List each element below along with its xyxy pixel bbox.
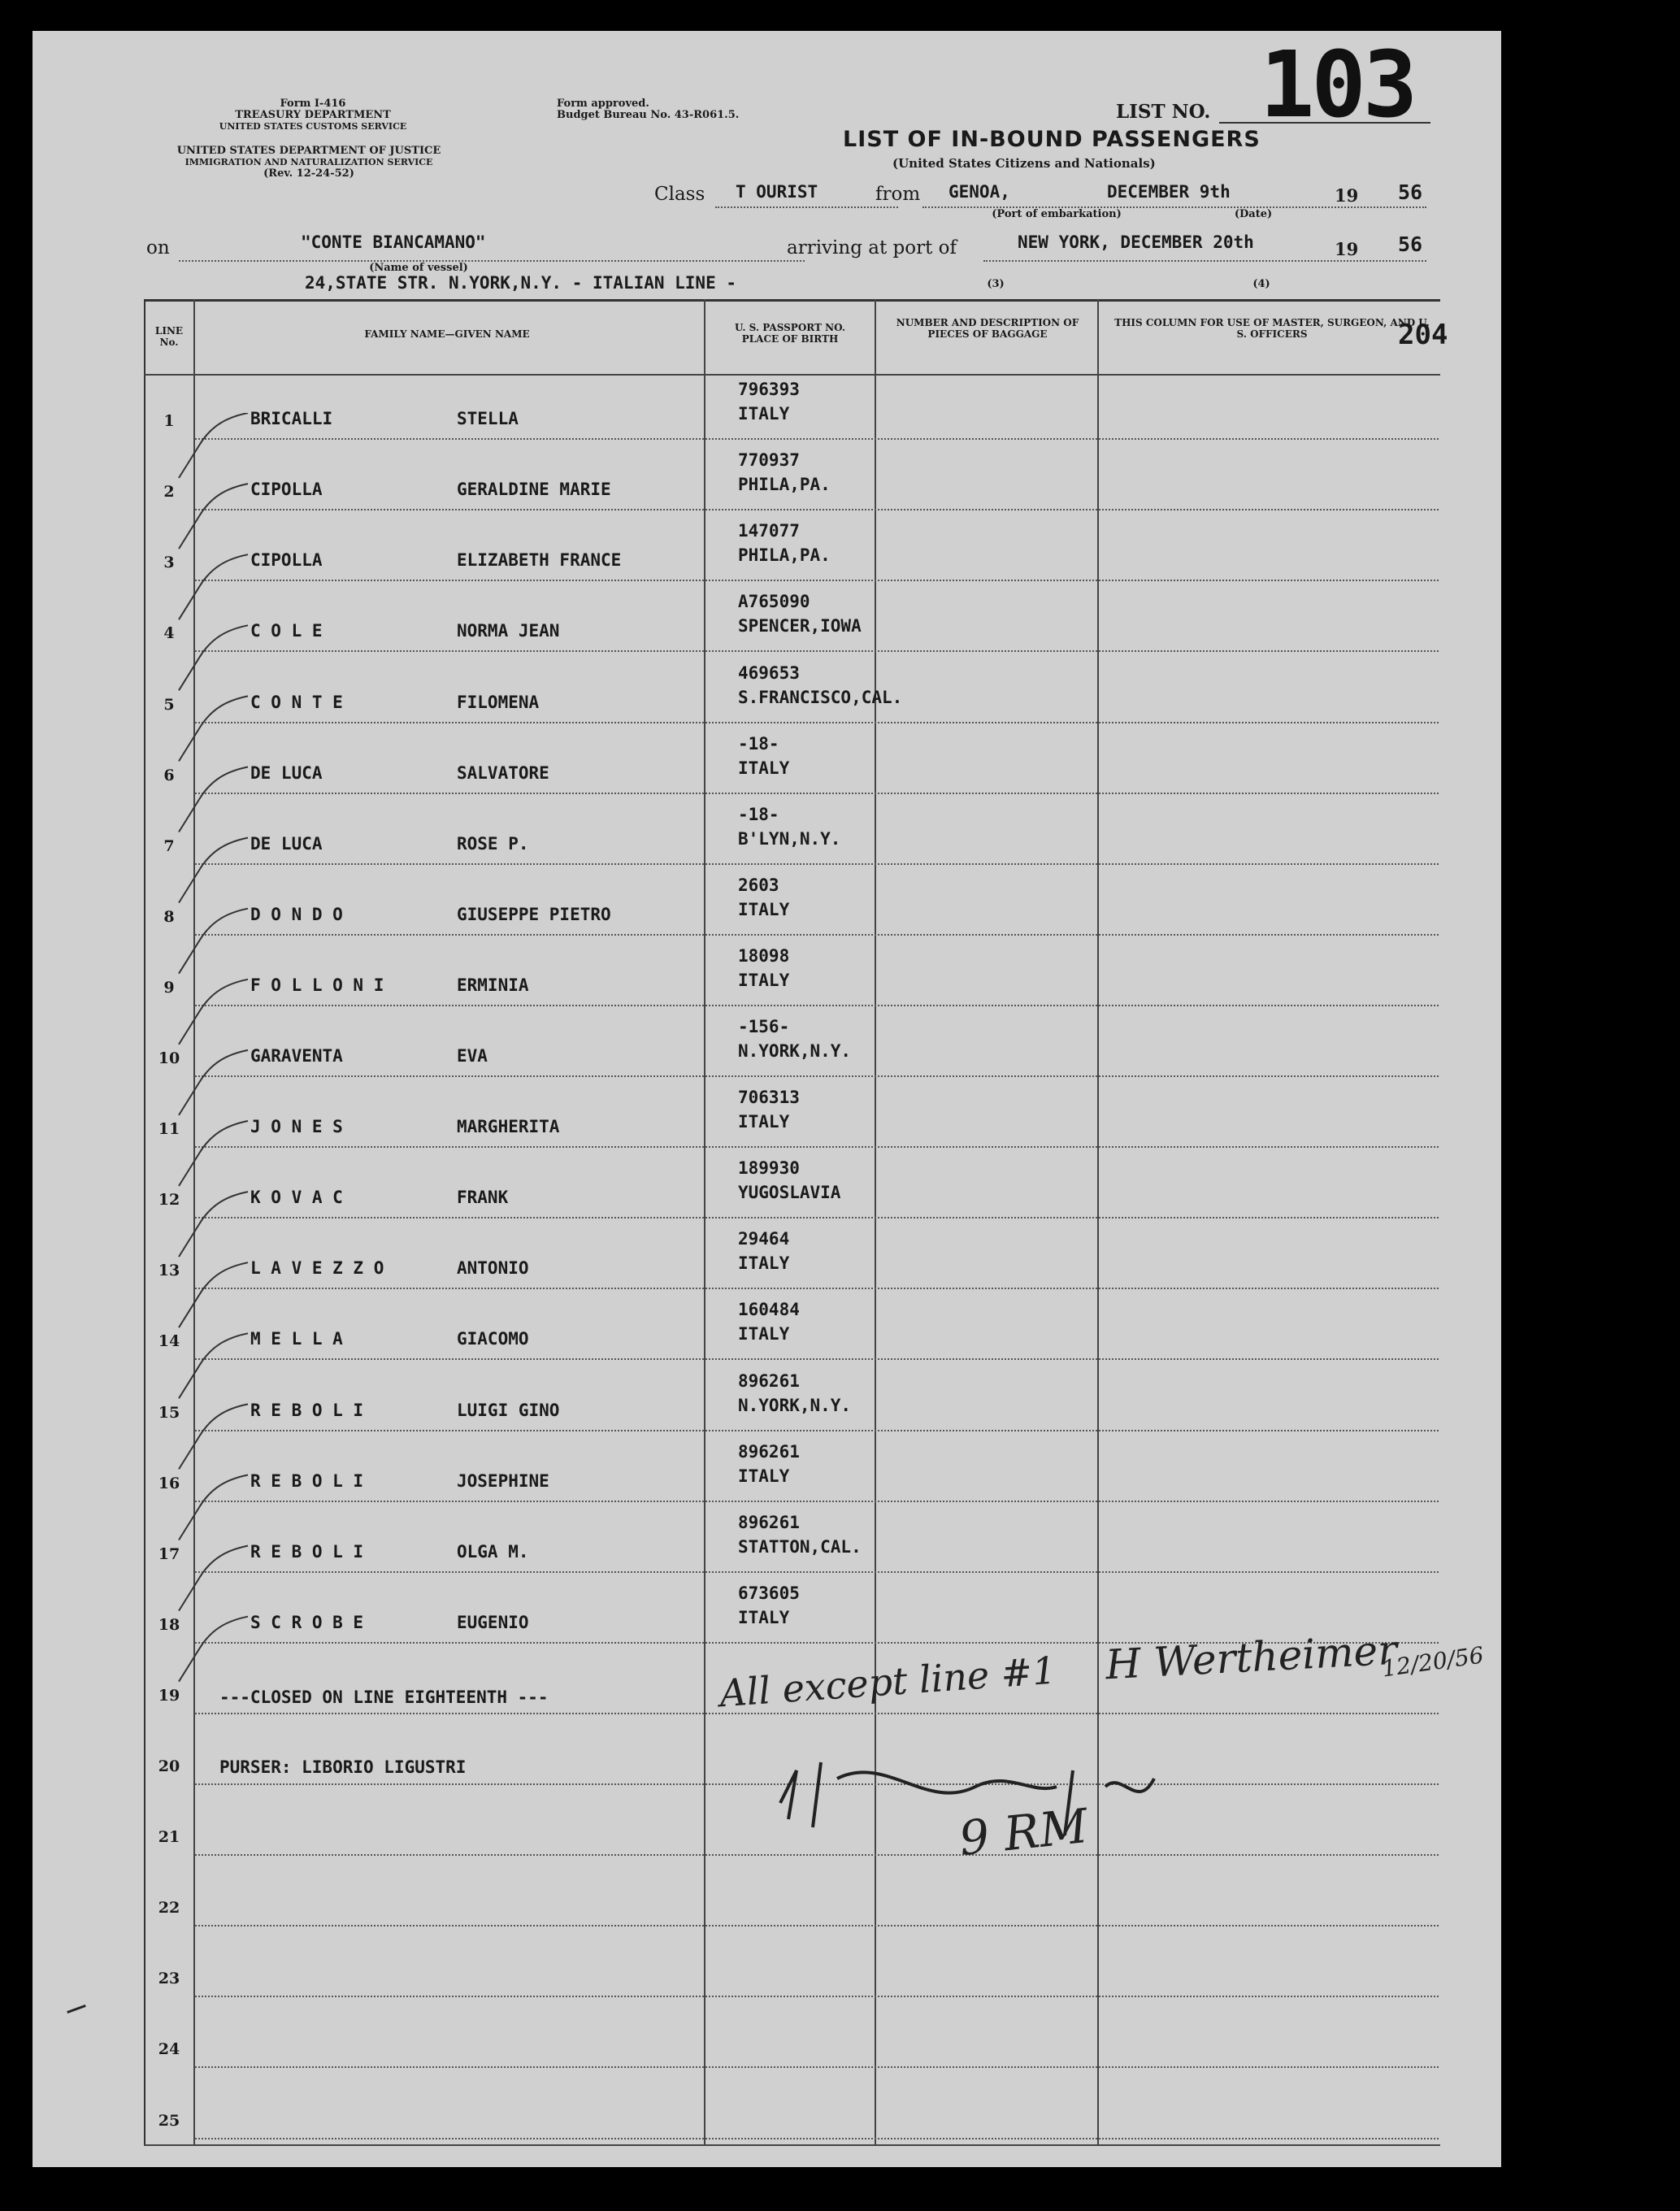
family-name: M E L L A (250, 1329, 343, 1349)
colhead-officers: THIS COLUMN FOR USE OF MASTER, SURGEON, AND U. S. OFFICERS (1114, 317, 1430, 340)
birthplace: S.FRANCISCO,CAL. (738, 688, 903, 707)
date-caption: (Date) (1234, 208, 1273, 220)
birthplace: N.YORK,N.Y. (738, 1041, 852, 1061)
check-mark (179, 413, 248, 478)
given-name: FRANK (457, 1188, 509, 1207)
row-rule (195, 1996, 1439, 1997)
row-rule (195, 509, 1439, 510)
check-mark (179, 554, 248, 619)
family-name: DE LUCA (250, 834, 323, 854)
line-number: 18 (158, 1616, 180, 1634)
family-name: BRICALLI (250, 409, 333, 428)
form-number: Form I-416 (280, 98, 346, 110)
birthplace: N.YORK,N.Y. (738, 1396, 852, 1415)
given-name: GIUSEPPE PIETRO (457, 905, 611, 924)
row-rule (195, 722, 1439, 723)
birthplace: STATTON,CAL. (738, 1537, 862, 1557)
immigration-label: IMMIGRATION AND NATURALIZATION SERVICE (184, 157, 433, 167)
birthplace: ITALY (738, 758, 790, 778)
check-mark (179, 1192, 248, 1257)
family-name: R E B O L I (250, 1542, 364, 1562)
line-number: 7 (163, 837, 175, 855)
officer-signature: H Wertheimer (1104, 1626, 1399, 1689)
passport-number: 29464 (738, 1229, 790, 1249)
line-number: 8 (163, 908, 175, 926)
birthplace: ITALY (738, 404, 790, 424)
officer-initials: 9 RM (956, 1797, 1091, 1867)
vessel-caption: (Name of vessel) (369, 262, 468, 274)
margin-tick (67, 2005, 86, 2013)
passport-number: 189930 (738, 1158, 800, 1178)
birthplace: PHILA,PA. (738, 475, 831, 494)
family-name: R E B O L I (250, 1471, 364, 1491)
manifest-page (33, 31, 1501, 2167)
colhead-name: FAMILY NAME—GIVEN NAME (364, 328, 530, 340)
given-name: ELIZABETH FRANCE (457, 550, 622, 570)
purser-note: PURSER: LIBORIO LIGUSTRI (219, 1757, 467, 1777)
check-mark (179, 1121, 248, 1186)
row-rule (195, 1501, 1439, 1502)
caption-3: (3) (987, 278, 1005, 290)
arrival-underline (983, 260, 1426, 262)
passport-number: -18- (738, 734, 779, 754)
family-name: C O N T E (250, 693, 343, 712)
family-name: CIPOLLA (250, 550, 323, 570)
check-mark (179, 1262, 248, 1327)
check-mark (179, 1333, 248, 1398)
line-number: 10 (158, 1049, 180, 1067)
given-name: SALVATORE (457, 763, 549, 783)
passport-number: 673605 (738, 1583, 800, 1603)
row-rule (195, 2066, 1439, 2068)
line-number: 21 (158, 1828, 180, 1846)
check-mark (179, 909, 248, 974)
family-name: DE LUCA (250, 763, 323, 783)
family-name: D O N D O (250, 905, 343, 924)
family-name: CIPOLLA (250, 480, 323, 499)
family-name: J O N E S (250, 1117, 343, 1136)
line-number: 4 (163, 624, 175, 642)
passport-number: 160484 (738, 1300, 800, 1319)
family-name: K O V A C (250, 1188, 343, 1207)
birthplace: B'LYN,N.Y. (738, 829, 841, 849)
handwritten-note: All except line #1 (718, 1648, 1058, 1716)
row-rule (195, 650, 1439, 652)
row-rule (195, 1217, 1439, 1218)
given-name: MARGHERITA (457, 1117, 560, 1136)
check-mark (179, 1050, 248, 1115)
table-left-rule (144, 299, 145, 2146)
birthplace: YUGOSLAVIA (738, 1183, 841, 1202)
check-mark (179, 1617, 248, 1682)
passport-number: 896261 (738, 1371, 800, 1391)
family-name: R E B O L I (250, 1401, 364, 1420)
row-rule (195, 1288, 1439, 1289)
page-title: LIST OF IN-BOUND PASSENGERS (843, 127, 1261, 152)
line-number: 17 (158, 1545, 180, 1563)
line-number: 1 (163, 412, 175, 430)
header-bottom-rule (144, 374, 1440, 376)
line-number: 20 (158, 1757, 180, 1775)
row-rule (195, 1571, 1439, 1573)
check-marks (163, 413, 260, 1714)
given-name: JOSEPHINE (457, 1471, 549, 1491)
line-number: 13 (158, 1262, 180, 1279)
birthplace: SPENCER,IOWA (738, 616, 862, 636)
passport-number: 147077 (738, 521, 800, 541)
from-label: from (875, 184, 921, 205)
check-mark (179, 767, 248, 832)
class-underline (715, 206, 898, 208)
given-name: GIACOMO (457, 1329, 529, 1349)
row-rule (195, 1358, 1439, 1360)
page-number: 204 (1398, 319, 1448, 351)
passport-number: 706313 (738, 1088, 800, 1107)
passport-number: A765090 (738, 592, 810, 611)
year-2: 56 (1398, 232, 1423, 256)
birthplace: ITALY (738, 900, 790, 919)
check-mark (179, 1546, 248, 1611)
line-number: 14 (158, 1332, 180, 1350)
row-rule (195, 1075, 1439, 1077)
given-name: NORMA JEAN (457, 621, 560, 641)
family-name: S C R O B E (250, 1613, 364, 1632)
given-name: FILOMENA (457, 693, 540, 712)
line-number: 2 (163, 483, 175, 501)
row-rule (195, 438, 1439, 440)
class-value: T OURIST (736, 182, 818, 202)
budget-bureau: Budget Bureau No. 43-R061.5. (557, 109, 740, 121)
year-prefix-1: 19 (1335, 185, 1359, 206)
customs-label: UNITED STATES CUSTOMS SERVICE (219, 121, 407, 132)
vessel-name: "CONTE BIANCAMANO" (301, 232, 486, 252)
arriving-label: arriving at port of (787, 237, 957, 258)
line-number: 16 (158, 1475, 180, 1492)
form-approved: Form approved. (557, 98, 649, 110)
row-rule (195, 1713, 1439, 1714)
passport-number: 18098 (738, 946, 790, 966)
table-bottom-rule (144, 2144, 1440, 2146)
passport-number: -18- (738, 805, 779, 824)
col-rule-name (704, 299, 705, 2146)
treasury-label: TREASURY DEPARTMENT (235, 109, 391, 121)
row-rule (195, 934, 1439, 936)
check-mark (179, 1404, 248, 1469)
check-mark (179, 696, 248, 761)
passport-number: 770937 (738, 450, 800, 470)
passport-number: 2603 (738, 875, 779, 895)
given-name: OLGA M. (457, 1542, 529, 1562)
list-no-value: 103 (1260, 33, 1415, 138)
row-rule (195, 580, 1439, 581)
row-rule (195, 1925, 1439, 1926)
row-rule (195, 1430, 1439, 1431)
passport-number: 796393 (738, 380, 800, 399)
departure-date: DECEMBER 9th (1107, 182, 1231, 202)
family-name: F O L L O N I (250, 975, 384, 995)
family-name: L A V E Z Z O (250, 1258, 384, 1278)
agent-address: 24,STATE STR. N.YORK,N.Y. - ITALIAN LINE - (305, 273, 737, 293)
line-number: 24 (158, 2040, 180, 2058)
colhead-passport: U. S. PASSPORT NO. PLACE OF BIRTH (734, 322, 846, 345)
check-mark (179, 980, 248, 1045)
passport-number: -156- (738, 1017, 790, 1036)
line-number: 19 (158, 1687, 180, 1705)
caption-4: (4) (1252, 278, 1270, 290)
signature-scrawl (764, 1738, 1219, 1900)
year-1: 56 (1398, 180, 1423, 204)
given-name: LUIGI GINO (457, 1401, 560, 1420)
row-rule (195, 2138, 1439, 2139)
closing-note: ---CLOSED ON LINE EIGHTEENTH --- (219, 1688, 549, 1707)
given-name: EVA (457, 1046, 488, 1066)
given-name: ANTONIO (457, 1258, 529, 1278)
birthplace: ITALY (738, 1253, 790, 1273)
port-embark-caption: (Port of embarkation) (992, 208, 1122, 220)
justice-label: UNITED STATES DEPARTMENT OF JUSTICE (176, 145, 441, 157)
birthplace: ITALY (738, 1608, 790, 1627)
row-rule (195, 1146, 1439, 1148)
arrival-port-date: NEW YORK, DECEMBER 20th (1018, 232, 1254, 252)
birthplace: PHILA,PA. (738, 545, 831, 565)
given-name: ERMINIA (457, 975, 529, 995)
birthplace: ITALY (738, 1112, 790, 1132)
line-number: 11 (158, 1120, 180, 1138)
class-label: Class (654, 184, 705, 205)
row-rule (195, 863, 1439, 865)
list-no-label: LIST NO. (1116, 101, 1211, 123)
birthplace: ITALY (738, 1324, 790, 1344)
line-number: 9 (163, 979, 175, 997)
vessel-underline (179, 260, 805, 262)
family-name: C O L E (250, 621, 323, 641)
signature-date: 12/20/56 (1380, 1641, 1486, 1683)
on-label: on (146, 237, 170, 258)
given-name: GERALDINE MARIE (457, 480, 611, 499)
line-number: 22 (158, 1899, 180, 1917)
birthplace: ITALY (738, 971, 790, 990)
passport-number: 469653 (738, 663, 800, 683)
given-name: ROSE P. (457, 834, 529, 854)
colhead-baggage: NUMBER AND DESCRIPTION OF PIECES OF BAGGAGE (896, 317, 1079, 340)
passport-number: 896261 (738, 1442, 800, 1462)
given-name: EUGENIO (457, 1613, 529, 1632)
row-rule (195, 793, 1439, 794)
line-number: 5 (163, 696, 175, 714)
passport-number: 896261 (738, 1513, 800, 1532)
revision-label: (Rev. 12-24-52) (263, 167, 354, 180)
line-number: 15 (158, 1404, 180, 1422)
line-number: 3 (163, 554, 175, 571)
line-number: 25 (158, 2112, 180, 2130)
year-prefix-2: 19 (1335, 239, 1359, 259)
page-subtitle: (United States Citizens and Nationals) (892, 156, 1156, 171)
family-name: GARAVENTA (250, 1046, 343, 1066)
line-number: 6 (163, 767, 175, 784)
row-rule (195, 1005, 1439, 1006)
check-mark (179, 1475, 248, 1540)
check-mark (179, 484, 248, 549)
table-top-rule (144, 299, 1440, 302)
birthplace: ITALY (738, 1466, 790, 1486)
colhead-line-no: LINE No. (154, 325, 184, 348)
check-mark (179, 625, 248, 690)
given-name: STELLA (457, 409, 519, 428)
from-value: GENOA, (949, 182, 1010, 202)
check-mark (179, 838, 248, 903)
line-number: 12 (158, 1191, 180, 1209)
line-number: 23 (158, 1970, 180, 1987)
